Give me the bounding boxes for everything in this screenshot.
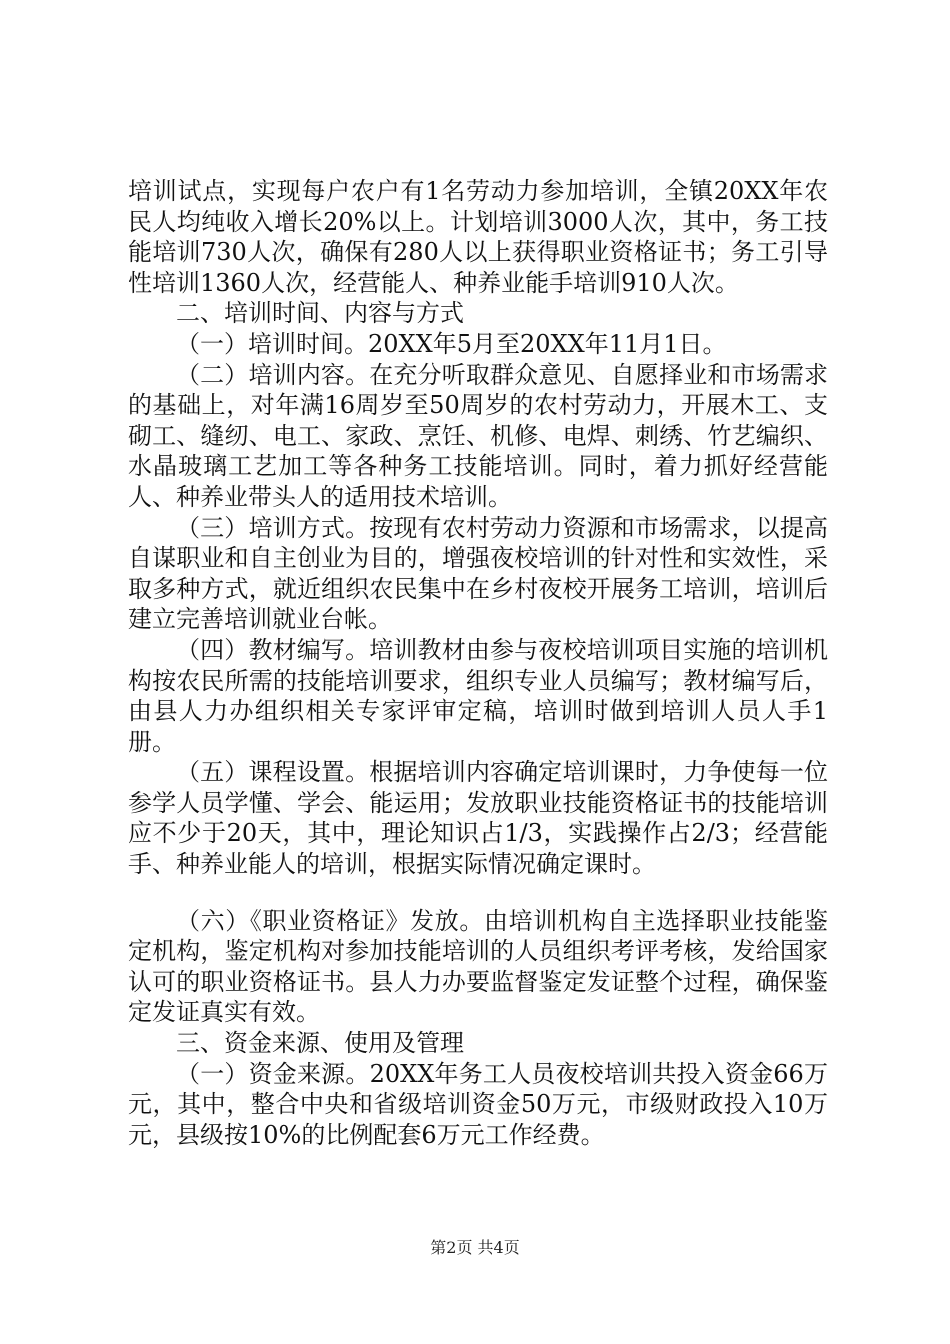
paragraph-continuation: 培训试点，实现每户农户有1名劳动力参加培训，全镇20XX年农民人均纯收入增长20%以上。计划培训3000人次，其中，务工技能培训730人次，确保有280人以上获得职业资格证书；务工引导性培训1360人次，经营能人、种养业能手培训910人次。 xyxy=(128,177,828,297)
document-body xyxy=(128,176,828,1150)
paragraph-training-time: （一）培训时间。20XX年5月至20XX年11月1日。 xyxy=(176,329,727,358)
paragraph-training-method: （三）培训方式。按现有农村劳动力资源和市场需求，以提高自谋职业和自主创业为目的，增强夜校培训的针对性和实效性，采取多种方式，就近组织农民集中在乡村夜校开展务工培训，培训后建立完善培训就业台帐。 xyxy=(128,513,828,634)
paragraph-funding-source: （一）资金来源。20XX年务工人员夜校培训共投入资金66万元，其中，整合中央和省级培训资金50万元，市级财政投入10万元，县级按10%的比例配套6万元工作经费。 xyxy=(128,1059,828,1149)
section-heading-training-time-content-method: 二、培训时间、内容与方式 xyxy=(176,299,464,328)
paragraph-course-setting: （五）课程设置。根据培训内容确定培训课时，力争使每一位参学人员学懂、学会、能运用；发放职业技能资格证书的技能培训应不少于20天，其中，理论知识占1/3，实践操作占2/3；经营能手、种养业能人的培训，根据实际情况确定课时。 xyxy=(128,758,828,879)
section-heading-funding: 三、资金来源、使用及管理 xyxy=(176,1029,464,1058)
paragraph-training-content: （二）培训内容。在充分听取群众意见、自愿择业和市场需求的基础上，对年满16周岁至50周岁的农村劳动力，开展木工、支砌工、缝纫、电工、家政、烹饪、机修、电焊、刺绣、竹艺编织、水晶玻璃工艺加工等各种务工技能培训。同时，着力抓好经营能人、种养业带头人的适用技术培训。 xyxy=(128,360,828,511)
paragraph-certificate-issuance: （六）《职业资格证》发放。由培训机构自主选择职业技能鉴定机构，鉴定机构对参加技能培训的人员组织考评考核，发给国家认可的职业资格证书。县人力办要监督鉴定发证整个过程，确保鉴定发证真实有效。 xyxy=(128,906,828,1027)
paragraph-textbook-compilation: （四）教材编写。培训教材由参与夜校培训项目实施的培训机构按农民所需的技能培训要求，组织专业人员编写；教材编写后，由县人力办组织相关专家评审定稿，培训时做到培训人员人手1册。 xyxy=(128,635,828,756)
page-footer: 第2页 共4页 xyxy=(430,1238,520,1257)
